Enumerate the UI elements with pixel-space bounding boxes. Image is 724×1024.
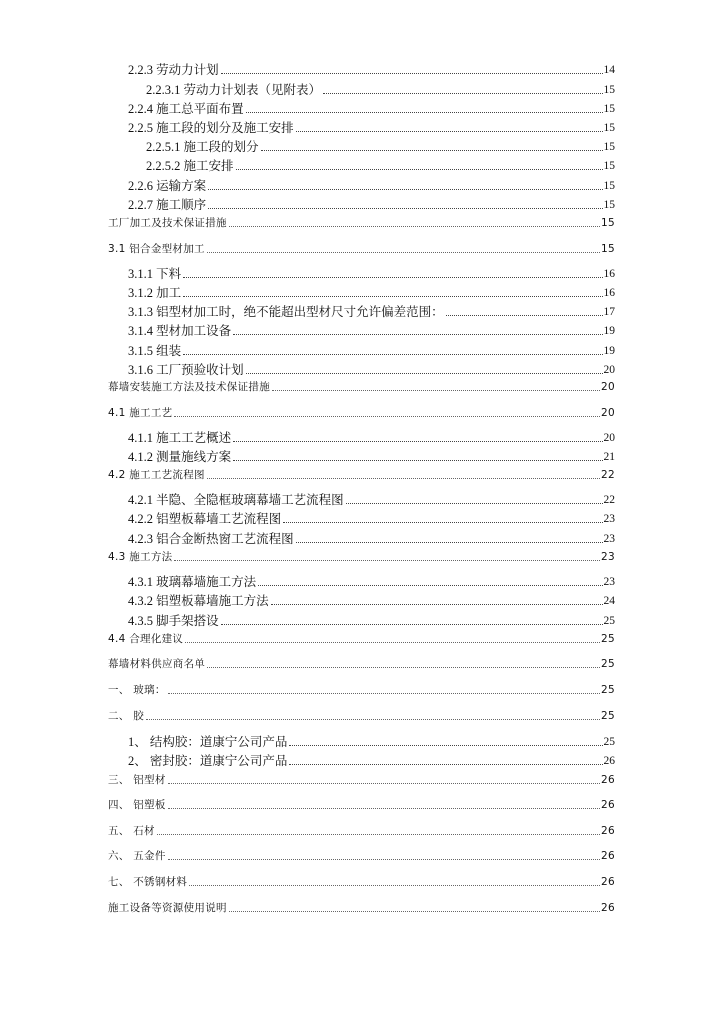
dot-leader (296, 542, 603, 543)
toc-entry: 4.1 施工工艺 20 (108, 407, 615, 419)
toc-entry: 4.2.3 铝合金断热窗工艺流程图 23 (128, 532, 615, 546)
dot-leader (207, 252, 600, 253)
dot-leader (168, 859, 600, 860)
dot-leader (168, 783, 600, 784)
toc-entry: 4.2.2 铝塑板幕墙工艺流程图 23 (128, 512, 615, 526)
dot-leader (207, 478, 600, 479)
toc-entry: 4.3.1 玻璃幕墙施工方法 23 (128, 575, 615, 589)
toc-entry: 2.2.7 施工顺序 15 (128, 198, 615, 212)
toc-entry: 4.1.2 测量施线方案 21 (128, 450, 615, 464)
toc-entry: 幕墙材料供应商名单 25 (108, 658, 615, 670)
dot-leader (208, 189, 602, 190)
dot-leader (233, 334, 602, 335)
dot-leader (207, 667, 600, 668)
toc-entry: 幕墙安装施工方法及技术保证措施 20 (108, 381, 615, 393)
toc-entry: 施工设备等资源使用说明 26 (108, 902, 615, 914)
dot-leader (183, 354, 602, 355)
dot-leader (236, 169, 603, 170)
dot-leader (221, 624, 603, 625)
dot-leader (157, 834, 600, 835)
dot-leader (183, 296, 602, 297)
dot-leader (289, 745, 602, 746)
dot-leader (229, 911, 600, 912)
dot-leader (446, 315, 603, 316)
dot-leader (189, 885, 600, 886)
toc-entry: 2.2.6 运输方案 15 (128, 179, 615, 193)
dot-leader (323, 93, 602, 94)
toc-entry: 二、 胶 25 (108, 710, 615, 722)
dot-leader (174, 416, 600, 417)
dot-leader (168, 693, 600, 694)
toc-entry: 4.2.1 半隐、全隐框玻璃幕墙工艺流程图 22 (128, 493, 615, 507)
toc-entry: 4.3 施工方法 23 (108, 551, 615, 563)
toc-entry: 五、 石材 26 (108, 825, 615, 837)
toc-entry: 3.1.3 铝型材加工时，绝不能超出型材尺寸允许偏差范围： 17 (128, 305, 615, 319)
dot-leader (208, 208, 602, 209)
dot-leader (229, 226, 600, 227)
dot-leader (296, 131, 603, 132)
dot-leader (146, 719, 600, 720)
dot-leader (221, 73, 603, 74)
dot-leader (174, 560, 600, 561)
toc-entry: 3.1.1 下料 16 (128, 267, 615, 281)
toc-entry: 4.4 合理化建议 25 (108, 633, 615, 645)
dot-leader (346, 503, 603, 504)
dot-leader (271, 604, 603, 605)
toc-entry: 2.2.5.1 施工段的划分 15 (146, 140, 615, 154)
toc-entry: 3.1.2 加工 16 (128, 286, 615, 300)
dot-leader (233, 460, 602, 461)
toc-entry: 2.2.5.2 施工安排 15 (146, 159, 615, 173)
dot-leader (183, 277, 602, 278)
toc-entry: 3.1.4 型材加工设备 19 (128, 324, 615, 338)
dot-leader (258, 585, 602, 586)
toc-entry: 3.1.5 组装 19 (128, 344, 615, 358)
toc-entry: 3.1.6 工厂预验收计划 20 (128, 363, 615, 377)
toc-entry: 2.2.4 施工总平面布置 15 (128, 102, 615, 116)
toc-entry: 4.1.1 施工工艺概述 20 (128, 431, 615, 445)
dot-leader (283, 522, 602, 523)
toc-entry: 4.3.5 脚手架搭设 25 (128, 614, 615, 628)
toc-entry: 七、 不锈钢材料 26 (108, 876, 615, 888)
toc-entry: 3.1 铝合金型材加工 15 (108, 243, 615, 255)
dot-leader (261, 150, 603, 151)
toc-entry: 1、 结构胶：道康宁公司产品 25 (128, 735, 615, 749)
toc-entry: 四、 铝塑板 26 (108, 799, 615, 811)
toc-entry: 4.2 施工工艺流程图 22 (108, 469, 615, 481)
toc-entry: 2、 密封胶：道康宁公司产品 26 (128, 754, 615, 768)
dot-leader (246, 373, 603, 374)
toc-entry: 2.2.3.1 劳动力计划表（见附表） 15 (146, 83, 615, 97)
dot-leader (272, 390, 600, 391)
toc-entry: 工厂加工及技术保证措施 15 (108, 217, 615, 229)
toc-entry: 2.2.5 施工段的划分及施工安排 15 (128, 121, 615, 135)
dot-leader (168, 808, 600, 809)
dot-leader (246, 112, 603, 113)
dot-leader (233, 441, 602, 442)
dot-leader (289, 764, 602, 765)
toc-entry: 六、 五金件 26 (108, 850, 615, 862)
toc-entry: 三、 铝型材 26 (108, 774, 615, 786)
toc-entry: 4.3.2 铝塑板幕墙施工方法 24 (128, 594, 615, 608)
toc-entry: 2.2.3 劳动力计划 14 (128, 63, 615, 77)
toc-entry: 一、 玻璃： 25 (108, 684, 615, 696)
dot-leader (185, 642, 600, 643)
